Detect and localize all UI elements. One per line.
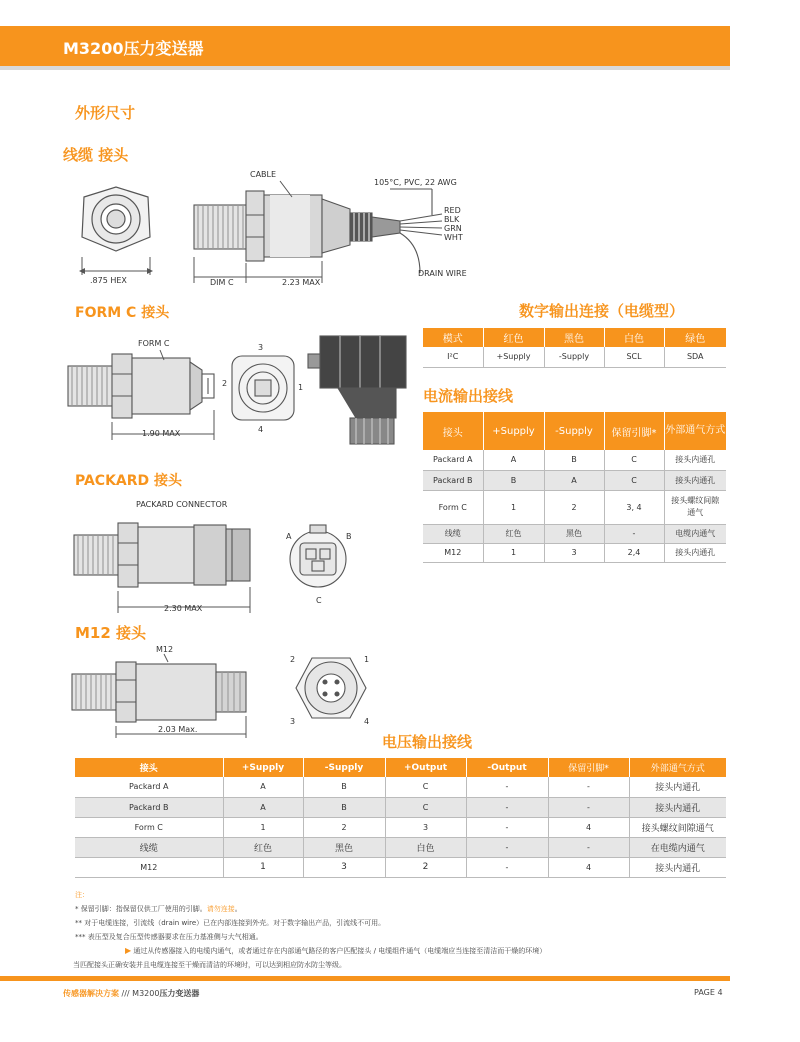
notes-title: 注： (75, 891, 89, 899)
voltage-cell: 接头内通孔 (629, 777, 726, 797)
digital-header-cell: 模式 (423, 328, 483, 347)
packard-connector-drawing (60, 495, 360, 620)
current-cell: 3 (544, 543, 604, 562)
voltage-header-cell: +Output (385, 758, 466, 777)
digital-cell: SCL (604, 347, 664, 367)
hex-dimension-label: .875 HEX (90, 276, 127, 285)
current-cell: B (544, 450, 604, 470)
triangle-bullet-icon: ▶ (125, 946, 132, 955)
note-drain-wire: ** 对于电缆连接，引流线（drain wire）已在内部连接到外壳。对于数字输出产品，引流线不可用。 (75, 919, 386, 927)
voltage-cell: M12 (75, 857, 223, 877)
footer-brand-name: 传感器解决方案 (63, 989, 119, 998)
voltage-cell: 线缆 (75, 837, 223, 857)
current-cell: Packard B (423, 470, 483, 490)
current-cell: C (604, 470, 664, 490)
note-vent-method (75, 944, 725, 958)
m12-label: M12 (156, 645, 174, 654)
current-cell: 2 (544, 490, 604, 524)
cable-spec-label: 105°C, PVC, 22 AWG (374, 178, 457, 187)
current-cell: 接头内通孔 (664, 470, 726, 490)
voltage-cell: - (466, 777, 548, 797)
note-reserved-text: * 保留引脚：指保留仅供工厂使用的引脚。 (75, 905, 207, 913)
digital-cell: +Supply (483, 347, 544, 367)
voltage-cell: 白色 (385, 837, 466, 857)
current-cell: A (544, 470, 604, 490)
current-cell: 3, 4 (604, 490, 664, 524)
current-header-cell: 外部通气方式 (664, 412, 726, 450)
voltage-cell: - (466, 837, 548, 857)
voltage-header-cell: +Supply (223, 758, 303, 777)
current-cell: 黑色 (544, 524, 604, 543)
cable-connector-drawing (60, 165, 520, 290)
voltage-cell: 3 (385, 817, 466, 837)
section-dimensions-heading: 外形尺寸 (75, 104, 136, 122)
voltage-cell: B (303, 797, 385, 817)
voltage-cell: C (385, 797, 466, 817)
voltage-cell: - (548, 777, 629, 797)
voltage-cell: B (303, 777, 385, 797)
voltage-cell: 红色 (223, 837, 303, 857)
notes-block (75, 888, 725, 972)
current-cell: 电缆内通气 (664, 524, 726, 543)
section-packard-heading: PACKARD 接头 (75, 473, 183, 489)
voltage-cell: 1 (223, 817, 303, 837)
current-cell: 接头螺纹间隙通气 (664, 490, 726, 524)
voltage-header-cell: -Supply (303, 758, 385, 777)
voltage-cell: 4 (548, 857, 629, 877)
section-voltage-heading: 电压输出接线 (382, 733, 473, 751)
digital-cell: I²C (423, 347, 483, 367)
packard-pin-a: A (286, 532, 292, 541)
current-cell: 线缆 (423, 524, 483, 543)
voltage-cell: 2 (385, 857, 466, 877)
m12-pin-3: 3 (290, 717, 296, 726)
voltage-cell: - (548, 837, 629, 857)
page-number: PAGE 4 (694, 988, 723, 997)
voltage-cell: 接头内通孔 (629, 857, 726, 877)
section-formc-heading: FORM C 接头 (75, 305, 170, 321)
voltage-cell: A (223, 797, 303, 817)
packard-label: PACKARD CONNECTOR (136, 500, 228, 509)
cable-max-label: 2.23 MAX (282, 278, 321, 287)
footer-brand (63, 988, 199, 999)
voltage-cell: Packard B (75, 797, 223, 817)
formc-pin-4: 4 (258, 425, 264, 434)
dim-c-label: DIM C (210, 278, 234, 287)
note-gauge-vent: *** 表压型及复合压型传感器要求在压力基准侧与大气相通。 (75, 933, 263, 941)
m12-max-label: 2.03 Max. (158, 725, 198, 734)
voltage-cell: - (466, 797, 548, 817)
do-not-connect-link[interactable]: 请勿连接 (206, 905, 235, 913)
note-reserved-end: 。 (234, 905, 242, 913)
note-reserved-pins (75, 902, 725, 916)
current-cell: A (483, 450, 544, 470)
voltage-cell: Packard A (75, 777, 223, 797)
section-current-heading: 电流输出接线 (423, 387, 514, 405)
formc-connector-drawing (60, 330, 415, 455)
section-m12-heading: M12 接头 (75, 624, 147, 642)
voltage-cell: C (385, 777, 466, 797)
voltage-cell: Form C (75, 817, 223, 837)
formc-max-label: 1.90 MAX (142, 429, 181, 438)
digital-header-cell: 红色 (483, 328, 544, 347)
voltage-cell: - (466, 857, 548, 877)
voltage-cell: 2 (303, 817, 385, 837)
footer-separator: /// M3200 (119, 989, 160, 998)
m12-pin-1: 1 (364, 655, 370, 664)
wire-wht-label: WHT (444, 233, 463, 242)
section-digital-heading: 数字输出连接（电缆型） (519, 302, 685, 320)
current-header-cell: 保留引脚* (604, 412, 664, 450)
page-title: M3200压力变送器 (63, 39, 204, 58)
voltage-header-cell: 外部通气方式 (629, 758, 726, 777)
voltage-cell: 3 (303, 857, 385, 877)
footer-product: 压力变送器 (159, 989, 200, 998)
formc-pin-3: 3 (258, 343, 264, 352)
formc-pin-1: 1 (298, 383, 304, 392)
packard-pin-b: B (346, 532, 352, 541)
cable-label: CABLE (250, 170, 277, 179)
voltage-header-cell: 接头 (75, 758, 223, 777)
voltage-header-cell: 保留引脚* (548, 758, 629, 777)
voltage-cell: 1 (223, 857, 303, 877)
drain-wire-label: DRAIN WIRE (418, 269, 467, 278)
note-vent-text: 通过从传感器接入的电缆内通气，或者通过存在内部通气路径的客户匹配接头 / 电缆组件通气（电缆端应当连接至清洁而干燥的环境） (133, 947, 547, 955)
voltage-cell: 接头螺纹间隙通气 (629, 817, 726, 837)
wire-blk-label: BLK (444, 215, 460, 224)
current-cell: 红色 (483, 524, 544, 543)
voltage-header-cell: -Output (466, 758, 548, 777)
formc-label: FORM C (138, 339, 170, 348)
voltage-cell: A (223, 777, 303, 797)
current-cell: 接头内通孔 (664, 543, 726, 562)
digital-cell: SDA (664, 347, 726, 367)
current-cell: 1 (483, 543, 544, 562)
note-ip-rating: 当匹配接头正确安装并且电缆连接至干燥而清洁的环境时，可以达到相应防水防尘等级。 (73, 961, 346, 969)
voltage-cell: 黑色 (303, 837, 385, 857)
current-cell: Form C (423, 490, 483, 524)
packard-pin-c: C (316, 596, 322, 605)
current-cell: Packard A (423, 450, 483, 470)
header-divider (0, 66, 730, 70)
digital-output-table (423, 328, 726, 368)
wire-grn-label: GRN (444, 224, 462, 233)
hex-end-view (82, 187, 150, 251)
current-output-table (423, 412, 726, 563)
current-header-cell: +Supply (483, 412, 544, 450)
digital-cell: -Supply (544, 347, 604, 367)
current-header-cell: -Supply (544, 412, 604, 450)
current-cell: 2,4 (604, 543, 664, 562)
digital-header-cell: 绿色 (664, 328, 726, 347)
m12-pin-2: 2 (290, 655, 296, 664)
current-cell: - (604, 524, 664, 543)
voltage-cell: 接头内通孔 (629, 797, 726, 817)
current-cell: 1 (483, 490, 544, 524)
current-cell: C (604, 450, 664, 470)
voltage-cell: 在电缆内通气 (629, 837, 726, 857)
digital-header-cell: 白色 (604, 328, 664, 347)
current-header-cell: 接头 (423, 412, 483, 450)
formc-pin-2: 2 (222, 379, 228, 388)
digital-header-cell: 黑色 (544, 328, 604, 347)
footer-divider (0, 976, 730, 981)
current-cell: 接头内通孔 (664, 450, 726, 470)
current-cell: M12 (423, 543, 483, 562)
m12-connector-drawing (60, 640, 380, 740)
m12-pin-4: 4 (364, 717, 370, 726)
voltage-output-table (75, 758, 726, 878)
voltage-cell: - (466, 817, 548, 837)
section-cable-heading: 线缆 接头 (63, 146, 129, 164)
voltage-cell: 4 (548, 817, 629, 837)
voltage-cell: - (548, 797, 629, 817)
wire-red-label: RED (444, 206, 461, 215)
current-cell: B (483, 470, 544, 490)
packard-max-label: 2.30 MAX (164, 604, 203, 613)
